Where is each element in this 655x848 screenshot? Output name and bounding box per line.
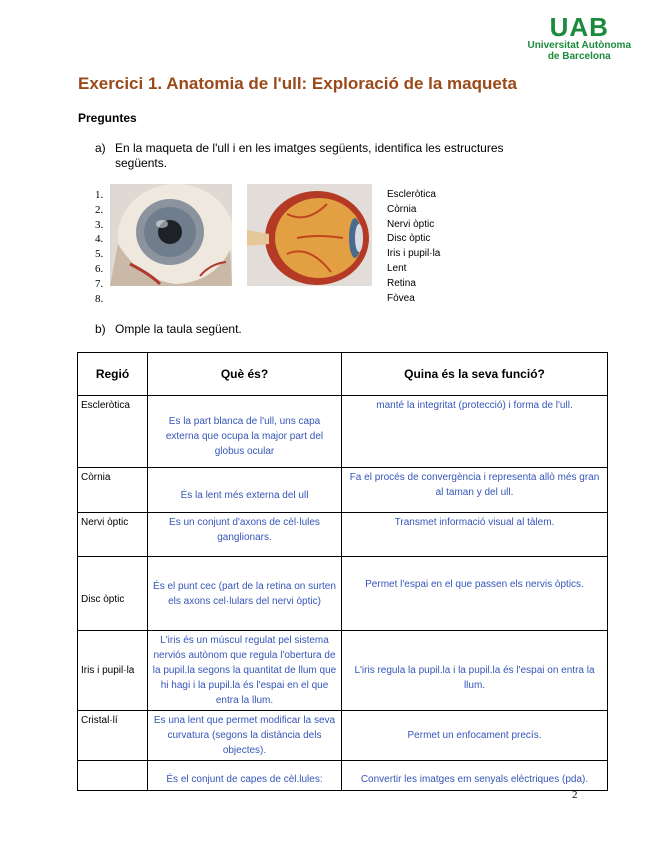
what-cell: Es la part blanca de l'ull, uns capa externa que ocupa la major part del globus ocular (148, 396, 342, 468)
structure-item: Iris i pupil·la (387, 248, 441, 260)
question-b-label: b) (95, 322, 106, 336)
questions-heading: Preguntes (78, 111, 137, 125)
table-row (78, 468, 608, 513)
structure-item: Lent (387, 262, 407, 274)
what-cell: Es una lent que permet modificar la seva curvatura (segons la distància dels objectes). (148, 711, 342, 761)
question-a-text: En la maqueta de l'ull i en les imatges següents, identifica les estructures següents. (115, 141, 504, 170)
structure-item: Retina (387, 277, 416, 289)
function-cell: L'iris regula la pupil.la i la pupil.la és l'espai on entra la llum. (342, 631, 608, 711)
question-b-text: Omple la taula següent. (115, 322, 242, 336)
number-item: 4. (95, 233, 104, 246)
eye-model-front-image (110, 184, 232, 286)
structure-item: Còrnia (387, 203, 417, 215)
structure-item: Nervi òptic (387, 218, 435, 230)
exercise-title: Exercici 1. Anatomia de l'ull: Exploració de la maqueta (78, 74, 517, 93)
structure-list (387, 188, 440, 306)
region-cell: Disc òptic (78, 557, 148, 631)
function-cell: manté la integritat (protecció) i forma de l'ull. (342, 396, 608, 468)
eye-cross-section-image (247, 184, 372, 286)
header-function: Quina és la seva funció? (342, 353, 608, 396)
regions-table (77, 352, 608, 791)
region-cell: Còrnia (78, 468, 148, 513)
function-cell: Fa el procés de convergència i representa allò més gran al taman y del ull. (342, 468, 608, 513)
table-row (78, 557, 608, 631)
uab-logo (527, 14, 631, 62)
table-row (78, 631, 608, 711)
what-cell: És el conjunt de capes de cèl.lules: (148, 761, 342, 791)
function-cell: Transmet informació visual al tàlem. (342, 513, 608, 557)
question-a (95, 141, 555, 171)
table-row (78, 761, 608, 791)
number-item: 1. (95, 189, 104, 201)
question-b (95, 322, 242, 336)
header-what: Què és? (148, 353, 342, 396)
region-cell (78, 761, 148, 791)
number-item: 3. (95, 218, 104, 231)
logo-line2: de Barcelona (547, 51, 611, 62)
page-number: 2 (572, 789, 578, 801)
logo-short: UAB (549, 12, 609, 42)
structure-item: Escleròtica (387, 189, 436, 200)
number-item: 5. (95, 248, 104, 261)
number-list (95, 188, 103, 306)
region-cell: Iris i pupil·la (78, 631, 148, 711)
question-a-label: a) (95, 141, 106, 155)
structure-item: Disc òptic (387, 233, 431, 245)
what-cell: Es un conjunt d'axons de cèl·lules ganglionars. (148, 513, 342, 557)
function-cell: Permet l'espai en el que passen els nervis òptics. (342, 557, 608, 631)
structure-item: Fòvea (387, 292, 415, 304)
number-item: 8. (95, 292, 104, 305)
region-cell: Nervi òptic (78, 513, 148, 557)
table-header-row (78, 353, 608, 396)
region-cell: Escleròtica (78, 396, 148, 468)
number-item: 2. (95, 203, 104, 216)
table-row (78, 396, 608, 468)
region-cell: Cristal·lí (78, 711, 148, 761)
what-cell: És la lent més externa del ull (148, 468, 342, 513)
what-cell: És el punt cec (part de la retina on surten els axons cel·lulars del nervi òptic) (148, 557, 342, 631)
number-item: 7. (95, 277, 104, 290)
table-row (78, 513, 608, 557)
what-cell: L'iris és un múscul regulat pel sistema nerviós autònom que regula l'obertura de la pupil.la segons la quantitat de llum que hi hagi i la pupil.la és l'espai en el que entra la llum. (148, 631, 342, 711)
function-cell: Permet un enfocament precís. (342, 711, 608, 761)
function-cell: Convertir les imatges em senyals elèctriques (pda). (342, 761, 608, 791)
logo-line1: Universitat Autònoma (527, 40, 631, 51)
number-item: 6. (95, 262, 104, 275)
header-region: Regió (78, 353, 148, 396)
table-row (78, 711, 608, 761)
